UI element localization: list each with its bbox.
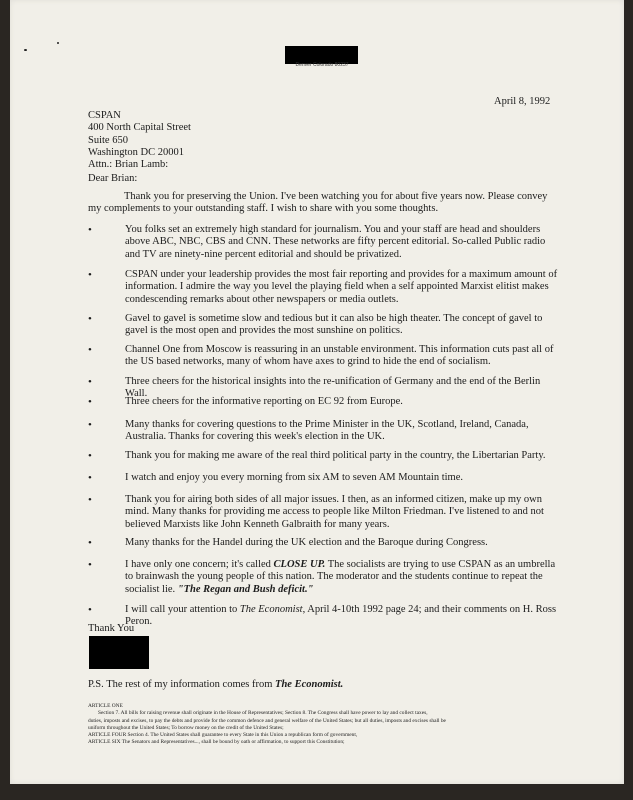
bullet-text: I watch and enjoy you every morning from six AM to seven AM Mountain time. [125,472,463,483]
excerpt-line: ARTICLE ONE [88,703,123,709]
excerpt-line: Section 7. All bills for raising revenue shall originate in the House of Representatives; Section 8. The Congress shall have power to lay and collect taxes, [98,710,428,717]
recipient-line: CSPAN [88,110,121,121]
bullet-text: I have only one concern; it's called CLOSE UP. The socialists are trying to use CSPAN as an umbrella to brainwash the young people of this nation. The moderator and the students continue to repeat the socialist lie. "The Regan and Bush deficit." [125,559,556,595]
bullet-icon: • [88,419,92,431]
recipient-line: Suite 650 [88,134,128,146]
constitution-excerpt [88,703,558,747]
bullet-text: Thank you for making me aware of the real third political party in the country, the Libertarian Party. [125,450,546,461]
excerpt-line: uniform throughout the United States; To borrow money on the credit of the United States; [88,724,284,731]
recipient-line: Washington DC 20001 [88,146,184,158]
bullet-text: Channel One from Moscow is reassuring in an unstable environment. This information cuts past all of the US based networks, many of whom have axes to grind to hide the end of socialism. [125,344,554,368]
redacted-signature [89,636,149,669]
emphasis-text: The Economist. [275,679,344,690]
bullet-text: Many thanks for covering questions to the Prime Minister in the UK, Scotland, Ireland, Canada, Australia. Thanks for covering this week's election in the UK. [125,419,529,443]
bullet-icon: • [88,224,92,236]
italic-text: The Economist [239,604,303,615]
postscript: P.S. The rest of my information comes from The Economist. [88,679,344,690]
speck-mark [57,42,59,44]
recipient-line: Attn.: Brian Lamb: [88,159,169,171]
recipient-address [88,110,191,171]
bullet-text: Three cheers for the informative reporting on EC 92 from Europe. [125,396,403,407]
speck-mark [24,49,27,51]
emphasis-text: CLOSE UP. [273,559,326,570]
salutation: Dear Brian: [88,173,138,184]
bullet-text: I will call your attention to The Economist, April 4-10th 1992 page 24; and their comments on H. Ross Peron. [125,604,557,628]
letter-date: April 8, 1992 [494,96,551,107]
bullet-icon: • [88,450,92,462]
letter-page [10,0,624,784]
recipient-line: 400 North Capital Street [88,122,191,134]
bullet-icon: • [88,313,92,325]
excerpt-line: ARTICLE FOUR Section 4. The United States shall guarantee to every State in this Union a republican form of government, [88,732,358,739]
bullet-icon: • [88,396,92,408]
bullet-text: Many thanks for the Handel during the UK election and the Baroque during Congress. [125,537,488,548]
bullet-icon: • [88,376,92,388]
bullet-text: CSPAN under your leadership provides the most fair reporting and provides for a maximum amount of information. I admire the way you level the playing field when a self appointed Marxist elitist makes condescending remarks about other newspapers or media outlets. [125,269,558,305]
excerpt-line: duties, imposts and excises, to pay the debts and provide for the common defence and general welfare of the United States; but all duties, imposts and excises shall be [88,717,446,724]
bullet-text: You folks set an extremely high standard for journalism. You and your staff are head and shoulders above ABC, NBC, CBS and CNN. These networks are fifty percent editorial. So-called Public radio and TV are ninety-nine percent editorial and should be privatized. [125,224,546,260]
bullet-icon: • [88,344,92,356]
bullet-icon: • [88,604,92,616]
bullet-icon: • [88,494,92,506]
bullet-icon: • [88,269,92,281]
bullet-icon: • [88,537,92,549]
bullet-text: Three cheers for the historical insights into the re-unification of Germany and the end of the Berlin Wall. [125,376,541,400]
bullet-icon: • [88,472,92,484]
closing: Thank You [88,623,135,634]
excerpt-line: ARTICLE SIX The Senators and Representatives..., shall be bound by oath or affirmation, to support this Constitution; [88,739,345,746]
intro-paragraph: Thank you for preserving the Union. I've been watching you for about five years now. Please convey my complements to your outstanding staff. I wish to share with you some thoughts. [88,191,548,215]
bullet-text: Gavel to gavel is sometime slow and tedious but it can also be high theater. The concept of gavel to gavel is the most open and provides the most sunshine on politics. [125,313,543,337]
bullet-icon: • [88,559,92,571]
letterhead-address: Denver Colorado 80237 [295,62,349,68]
bullet-text: Thank you for airing both sides of all major issues. I then, as an informed citizen, make up my own mind. Many thanks for providing me access to people like Milton Friedman. I've listened to and not believed Marxists like John Kenneth Galbraith for many years. [125,494,544,530]
emphasis-text: "The Regan and Bush deficit." [177,583,314,595]
